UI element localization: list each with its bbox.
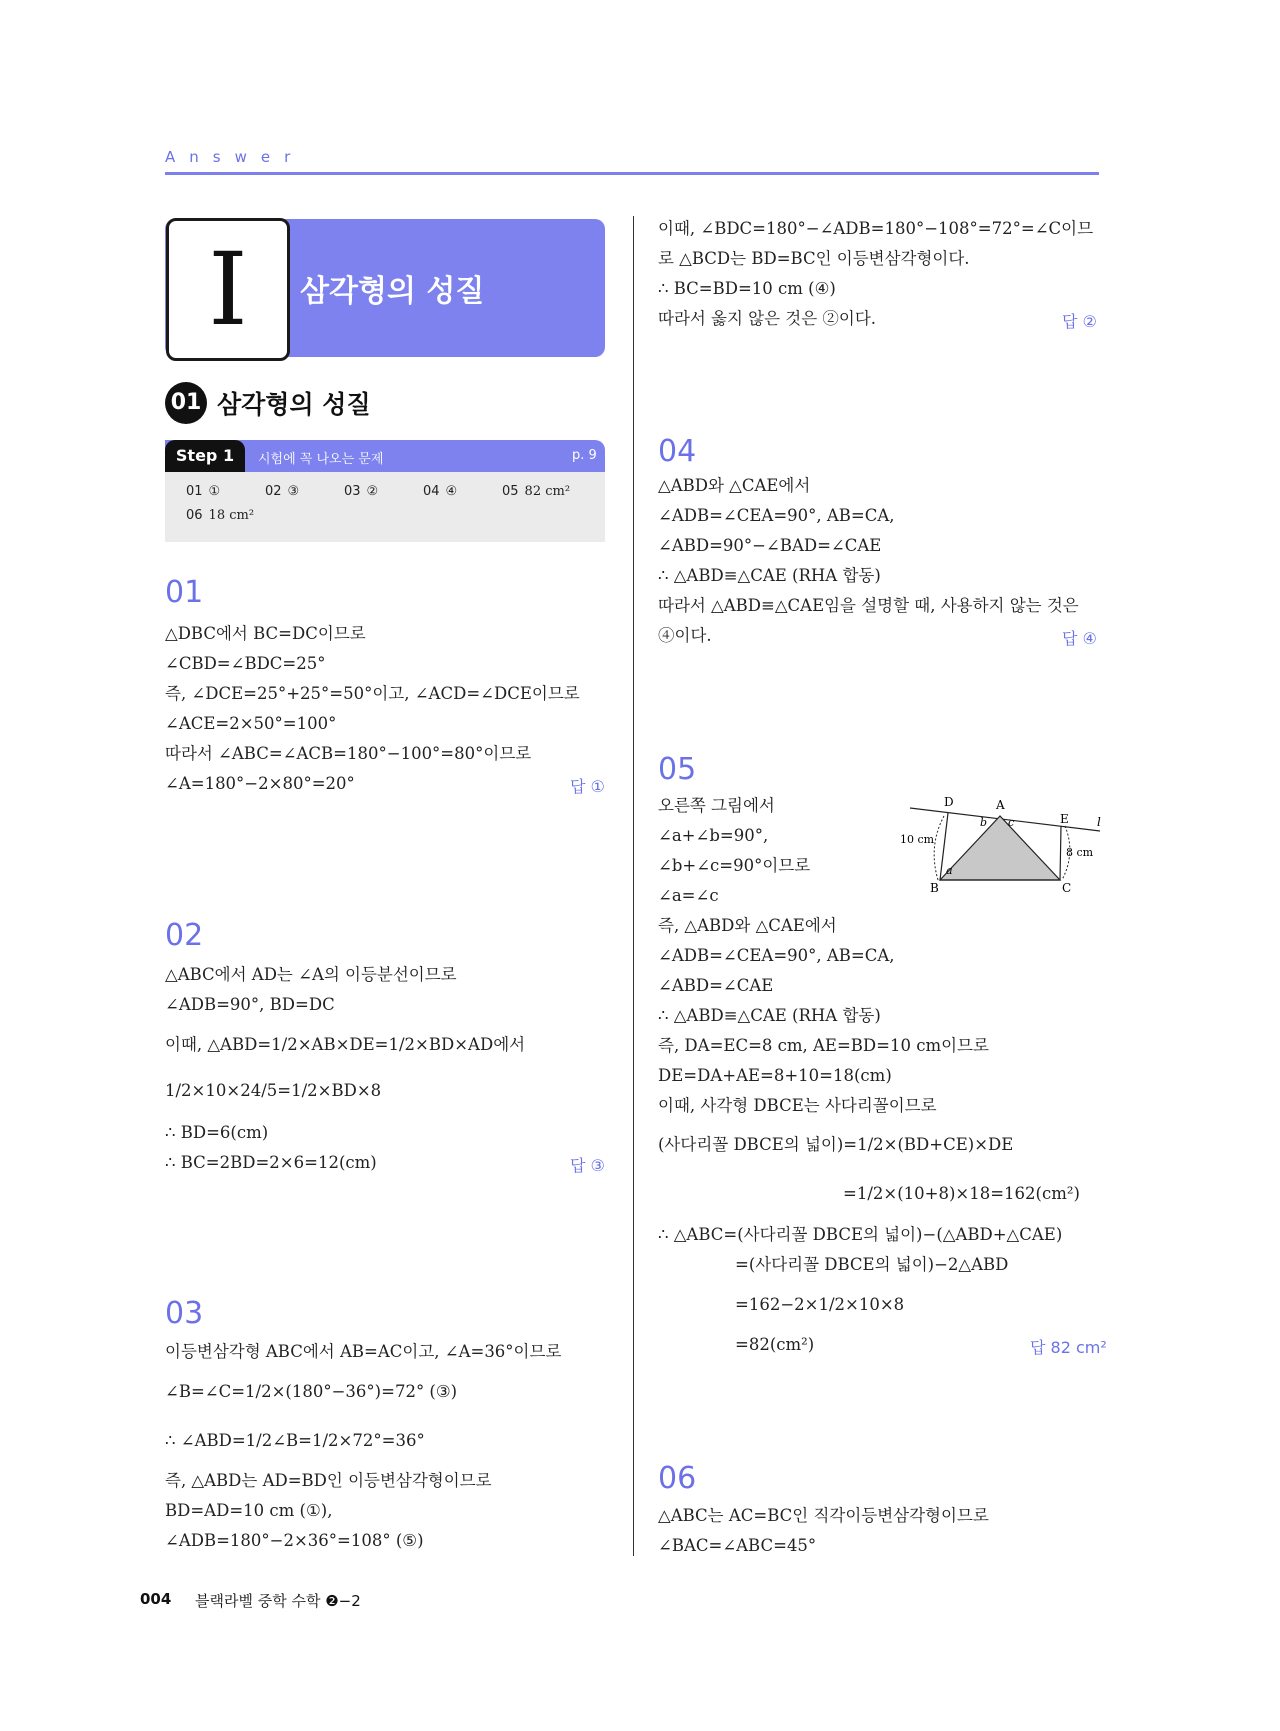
solution-line: ∠ABD=90°−∠BAD=∠CAE: [658, 536, 882, 555]
solution-line: ∴ BC=2BD=2×6=12(cm): [165, 1153, 377, 1172]
answer-num: 05: [502, 484, 519, 499]
segment-ec: [1060, 826, 1061, 880]
angle-a-label: a: [946, 864, 953, 877]
answer-item: [423, 484, 457, 499]
label-c: C: [1062, 881, 1072, 895]
solution-line: ∠B=∠C=1/2×(180°−36°)=72° (③): [165, 1382, 458, 1401]
section-number-badge: 01: [165, 382, 207, 424]
solution-line: ∠BAC=∠ABC=45°: [658, 1536, 817, 1555]
solution-line: 즉, ∠DCE=25°+25°=50°이고, ∠ACD=∠DCE이므로: [165, 684, 580, 703]
solution-line: ∴ △ABD≡△CAE (RHA 합동): [658, 566, 881, 585]
header-label: Answer: [165, 148, 305, 166]
label-l: l: [1097, 815, 1101, 829]
solution-line: =82(cm²): [735, 1335, 815, 1354]
solution-line: DE=DA+AE=8+10=18(cm): [658, 1066, 892, 1085]
answer-num: 06: [186, 508, 203, 523]
answer-label: 답 82 cm²: [1030, 1338, 1107, 1357]
solution-line: ∴ △ABC=(사다리꼴 DBCE의 넓이)−(△ABD+△CAE): [658, 1225, 1063, 1244]
solution-line: 즉, △ABD는 AD=BD인 이등변삼각형이므로: [165, 1471, 492, 1490]
answer-item: [265, 484, 299, 499]
length-left-label: 10 cm: [900, 833, 935, 846]
triangle-abc: [940, 816, 1060, 880]
step-answer-panel: [165, 472, 605, 542]
solution-line: △ABD와 △CAE에서: [658, 476, 811, 495]
label-a: A: [996, 798, 1005, 812]
label-b: B: [930, 881, 939, 895]
solution-line: ∠b+∠c=90°이므로: [658, 856, 811, 875]
solution-line: =162−2×1/2×10×8: [735, 1295, 905, 1314]
problem-number: 06: [658, 1461, 697, 1496]
dim-arc-left: [934, 816, 944, 880]
answer-label: 답 ④: [1062, 629, 1097, 648]
answer-label: 답 ③: [570, 1156, 605, 1175]
answer-item: [186, 508, 254, 523]
solution-line: ∠ABD=∠CAE: [658, 976, 774, 995]
angle-c-label: c: [1008, 816, 1015, 829]
solution-line: ∠a+∠b=90°,: [658, 826, 769, 845]
answer-value: 18 cm²: [208, 508, 255, 523]
solution-line: ∴ BD=6(cm): [165, 1123, 269, 1142]
answer-num: 03: [344, 484, 361, 499]
solution-line: 따라서 옳지 않은 것은 ②이다.: [658, 309, 877, 328]
answer-label: 답 ①: [570, 777, 605, 796]
chapter-roman-numeral: I: [166, 218, 290, 361]
label-e: E: [1060, 812, 1069, 826]
answer-item: [344, 484, 378, 499]
solution-line: 따라서 △ABD≡△CAE임을 설명할 때, 사용하지 않는 것은: [658, 596, 1079, 615]
solution-line: 이때, △ABD=1/2×AB×DE=1/2×BD×AD에서: [165, 1035, 526, 1054]
solution-line: (사다리꼴 DBCE의 넓이)=1/2×(BD+CE)×DE: [658, 1135, 1014, 1154]
solution-line: ∠ADB=90°, BD=DC: [165, 995, 335, 1014]
answer-item: [502, 484, 570, 499]
solution-line: 로 △BCD는 BD=BC인 이등변삼각형이다.: [658, 249, 970, 268]
problem-number: 03: [165, 1296, 204, 1331]
solution-line: △ABC에서 AD는 ∠A의 이등분선이므로: [165, 965, 457, 984]
label-d: D: [944, 796, 954, 809]
answer-num: 02: [265, 484, 282, 499]
solution-line: ∴ ∠ABD=1/2∠B=1/2×72°=36°: [165, 1431, 425, 1450]
solution-line: ∠CBD=∠BDC=25°: [165, 654, 326, 673]
angle-b-label: b: [980, 816, 988, 829]
solution-line: △DBC에서 BC=DC이므로: [165, 624, 366, 643]
answer-value: ①: [208, 484, 221, 499]
solution-line: ∴ △ABD≡△CAE (RHA 합동): [658, 1006, 881, 1025]
answer-item: [186, 484, 220, 499]
solution-line: 이때, 사각형 DBCE는 사다리꼴이므로: [658, 1096, 937, 1115]
solution-line: ∠ADB=∠CEA=90°, AB=CA,: [658, 506, 895, 525]
solution-line: =1/2×(10+8)×18=162(cm²): [843, 1184, 1080, 1203]
answer-label: 답 ②: [1062, 312, 1097, 331]
problem-number: 05: [658, 752, 697, 787]
answer-num: 04: [423, 484, 440, 499]
answer-num: 01: [186, 484, 203, 499]
solution-line: ∴ BC=BD=10 cm (④): [658, 279, 836, 298]
solution-line: ④이다.: [658, 626, 712, 645]
page-number: 004: [140, 1590, 172, 1608]
solution-line: BD=AD=10 cm (①),: [165, 1501, 333, 1520]
column-divider: [633, 216, 634, 1556]
step-description: 시험에 꼭 나오는 문제: [258, 452, 384, 467]
solution-line: 이등변삼각형 ABC에서 AB=AC이고, ∠A=36°이므로: [165, 1342, 562, 1361]
trapezoid-figure: [900, 796, 1110, 896]
problem-number: 01: [165, 575, 204, 610]
solution-line: ∠A=180°−2×80°=20°: [165, 774, 355, 793]
problem-number: 02: [165, 918, 204, 953]
solution-line: 즉, DA=EC=8 cm, AE=BD=10 cm이므로: [658, 1036, 989, 1055]
solution-line: =(사다리꼴 DBCE의 넓이)−2△ABD: [735, 1255, 1009, 1274]
length-right-label: 8 cm: [1066, 846, 1094, 859]
solution-line: ∠a=∠c: [658, 886, 719, 905]
chapter-title: 삼각형의 성질: [300, 274, 485, 309]
step-page-ref: p. 9: [572, 448, 597, 463]
answer-value: ③: [287, 484, 300, 499]
answer-value: ④: [445, 484, 458, 499]
solution-line: 오른쪽 그림에서: [658, 796, 775, 815]
solution-line: ∠ACE=2×50°=100°: [165, 714, 337, 733]
answer-value: 82 cm²: [524, 484, 571, 499]
book-title: 블랙라벨 중학 수학 ❷−2: [195, 1592, 361, 1610]
answer-value: ②: [366, 484, 379, 499]
solution-line: 따라서 ∠ABC=∠ACB=180°−100°=80°이므로: [165, 744, 532, 763]
header-rule: [165, 172, 1099, 175]
step-tab: Step 1: [165, 440, 245, 472]
solution-line: ∠ADB=180°−2×36°=108° (⑤): [165, 1531, 424, 1550]
solution-line: 1/2×10×24/5=1/2×BD×8: [165, 1081, 382, 1100]
section-title: 삼각형의 성질: [217, 390, 371, 419]
solution-line: 이때, ∠BDC=180°−∠ADB=180°−108°=72°=∠C이므: [658, 219, 1094, 238]
solution-line: △ABC는 AC=BC인 직각이등변삼각형이므로: [658, 1506, 989, 1525]
solution-line: 즉, △ABD와 △CAE에서: [658, 916, 837, 935]
problem-number: 04: [658, 434, 697, 469]
solution-line: ∠ADB=∠CEA=90°, AB=CA,: [658, 946, 895, 965]
